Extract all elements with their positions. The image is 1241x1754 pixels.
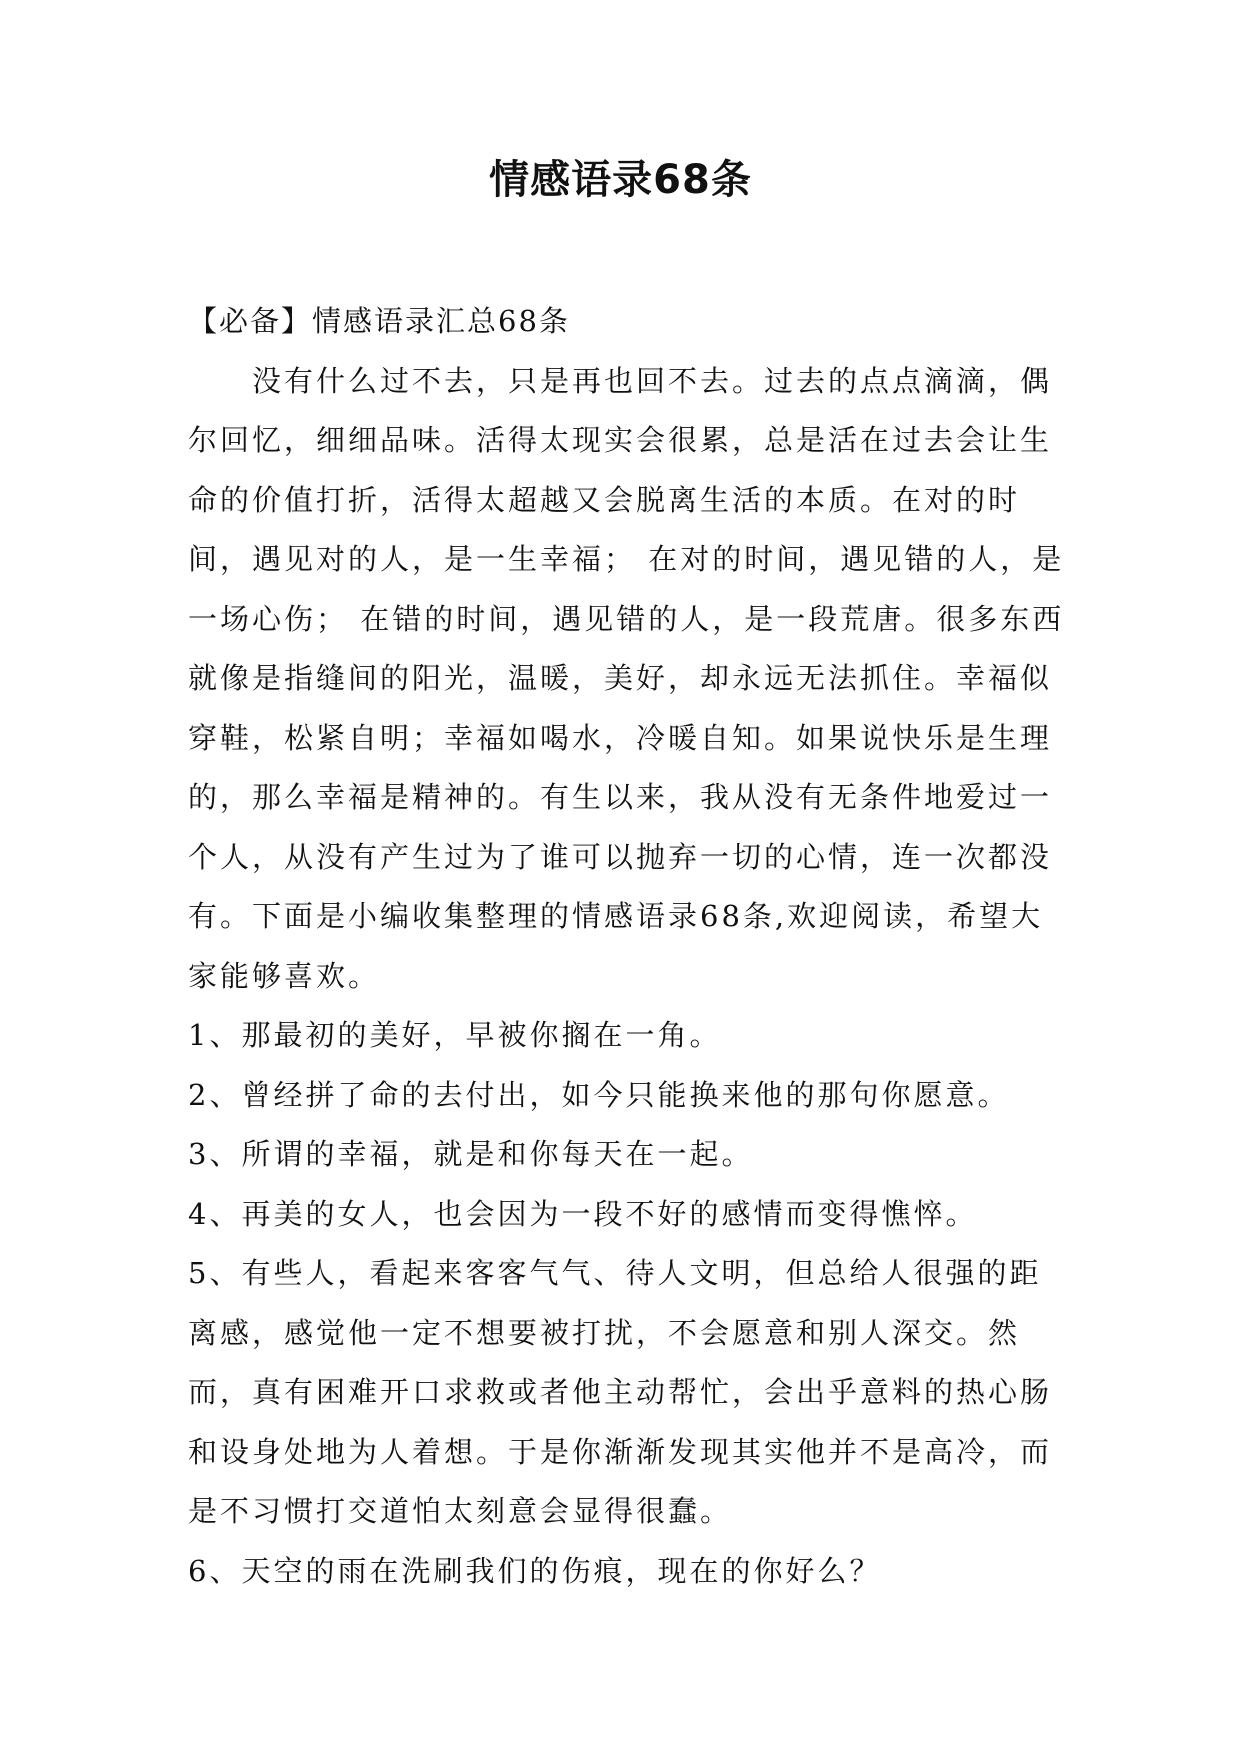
document-body: [188, 292, 1068, 1601]
document-title: 情感语录68条: [489, 157, 752, 203]
list-item: 1、那最初的美好，早被你搁在一角。: [188, 1018, 722, 1052]
list-item: 2、曾经拼了命的去付出，如今只能换来他的那句你愿意。: [188, 1077, 1010, 1112]
list-item: 5、有些人，看起来客客气气、待人文明，但总给人很强的距离感，感觉他一定不想要被打扰，不会愿意和别人深交。然而，真有困难开口求救或者他主动帮忙，会出乎意料的热心肠和设身处地为人着想。于是你渐渐发现其实他并不是高冷，而是不习惯打交道怕太刻意会显得很蠢。: [188, 1256, 1053, 1528]
list-item: 6、天空的雨在洗刷我们的伤痕，现在的你好么？: [188, 1553, 882, 1588]
list-item: 3、所谓的幸福，就是和你每天在一起。: [188, 1137, 754, 1171]
document-subtitle: 【必备】情感语录汇总68条: [188, 304, 570, 338]
list-item: 4、再美的女人，也会因为一段不好的感情而变得憔悴。: [188, 1196, 978, 1231]
intro-paragraph: 没有什么过不去，只是再也回不去。过去的点点滴滴，偶尔回忆，细细品味。活得太现实会很累，总是活在过去会让生命的价值打折，活得太超越又会脱离生活的本质。在对的时间，遇见对的人，是一生幸福； 在对的时间，遇见错的人，是一场心伤； 在错的时间，遇见错的人，是一段荒唐。很多东西就像是指缝间的阳光，温暖，美好，却永远无法抓住。幸福似穿鞋，松紧自明；幸福如喝水，冷暖自知。如果说快乐是生理的，那么幸福是精神的。有生以来，我从没有无条件地爱过一个人，从没有产生过为了谁可以抛弃一切的心情，连一次都没有。下面是小编收集整理的情感语录68条,欢迎阅读，希望大家能够喜欢。: [188, 363, 1065, 993]
